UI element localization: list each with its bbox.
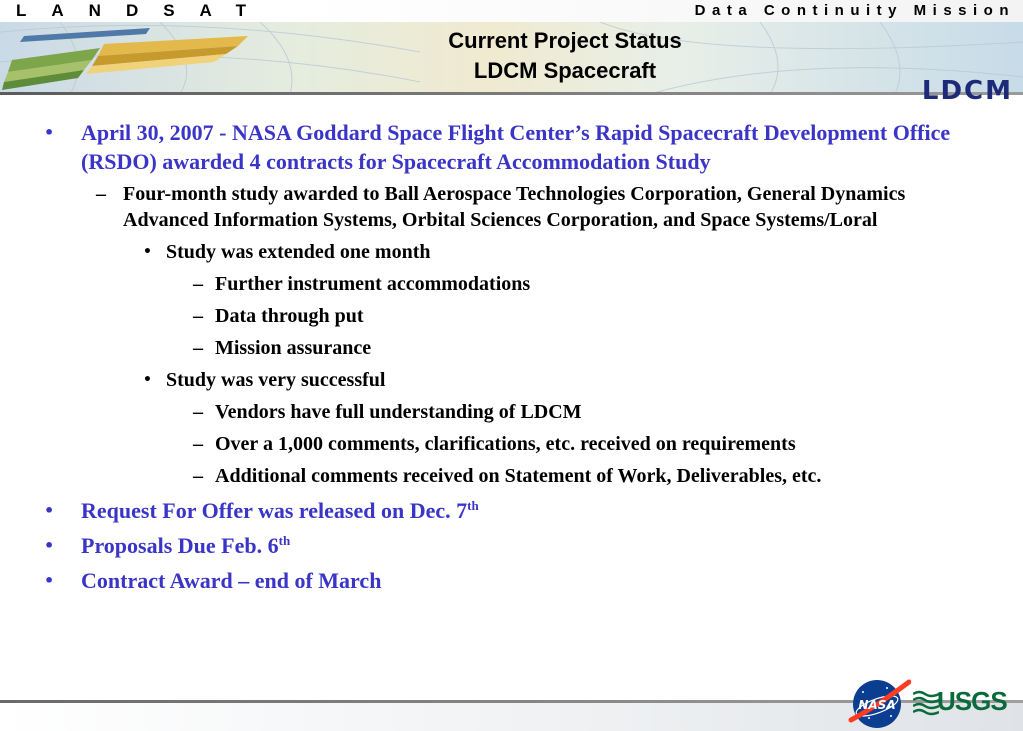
usgs-logo: USGS [937, 686, 1007, 716]
slide-title [380, 26, 750, 86]
item-text: Further instrument accommodations [215, 273, 531, 295]
ordinal-suffix: th [467, 498, 479, 513]
bullet-proposals-due [0, 531, 1023, 560]
nasa-meatball-icon [847, 676, 911, 730]
mission-tagline: Data Continuity Mission [694, 2, 1015, 19]
dash-icon: – [96, 183, 106, 205]
bullet-text [81, 531, 961, 560]
title-line-2: LDCM Spacecraft [473, 58, 657, 83]
item-data-through-put [0, 303, 1023, 329]
ordinal-suffix: th [278, 533, 291, 548]
item-instrument-accommodations [0, 271, 1023, 297]
bullet-icon: • [143, 244, 152, 260]
usgs-waves-icon [913, 689, 939, 717]
bullet-contract-award [0, 566, 1023, 595]
item-text: Data through put [215, 305, 364, 327]
item-text: Additional comments received on Statement of Work, Deliverables, etc. [215, 465, 822, 487]
slide-body [0, 118, 1023, 595]
dash-icon: – [193, 465, 203, 487]
bullet-icon: • [44, 571, 55, 590]
sub-bullet-study-awarded [0, 181, 1023, 233]
bullet-text: April 30, 2007 - NASA Goddard Space Flight Center’s Rapid Spacecraft Development Office (RSDO) awarded 4 contracts for Spacecraft Accommodation Study [81, 120, 951, 174]
title-line-1: Current Project Status [448, 28, 682, 53]
dash-icon: – [193, 433, 203, 455]
item-text: Over a 1,000 comments, clarifications, etc. received on requirements [215, 433, 796, 455]
item-additional-comments [0, 463, 1023, 489]
dash-icon: – [193, 305, 203, 327]
bullet-contracts-awarded [0, 118, 1023, 176]
dash-icon: – [193, 273, 203, 295]
bullet-icon: • [44, 123, 55, 142]
bullet-icon: • [143, 372, 152, 388]
point-text: Study was extended one month [166, 241, 431, 263]
item-mission-assurance [0, 335, 1023, 361]
item-comments-received [0, 431, 1023, 457]
bullet-text [81, 496, 961, 525]
point-text: Study was very successful [166, 369, 386, 391]
bullet-rfo-released [0, 496, 1023, 525]
bullet-text-main: Proposals Due Feb. 6 [81, 533, 279, 558]
bullet-text-main: Request For Offer was released on Dec. 7 [81, 498, 468, 523]
point-study-extended [0, 239, 1023, 265]
header-divider [0, 92, 1023, 95]
nasa-logo-text: NASA [858, 698, 896, 712]
point-study-successful [0, 367, 1023, 393]
sub-bullet-text: Four-month study awarded to Ball Aerospace Technologies Corporation, General Dynamics Advanced Information Systems, Orbital Sciences Corporation, and Space Systems/Loral [123, 183, 906, 231]
dash-icon: – [193, 337, 203, 359]
solar-panel-graphic [2, 28, 248, 90]
bullet-icon: • [44, 536, 55, 555]
ldcm-logo: LDCM [921, 76, 1013, 106]
bullet-text: Contract Award – end of March [81, 568, 382, 593]
item-text: Vendors have full understanding of LDCM [215, 401, 582, 423]
dash-icon: – [193, 401, 203, 423]
item-text: Mission assurance [215, 337, 372, 359]
bullet-icon: • [44, 501, 55, 520]
landsat-wordmark: LANDSAT [16, 1, 271, 20]
item-vendors-understanding [0, 399, 1023, 425]
